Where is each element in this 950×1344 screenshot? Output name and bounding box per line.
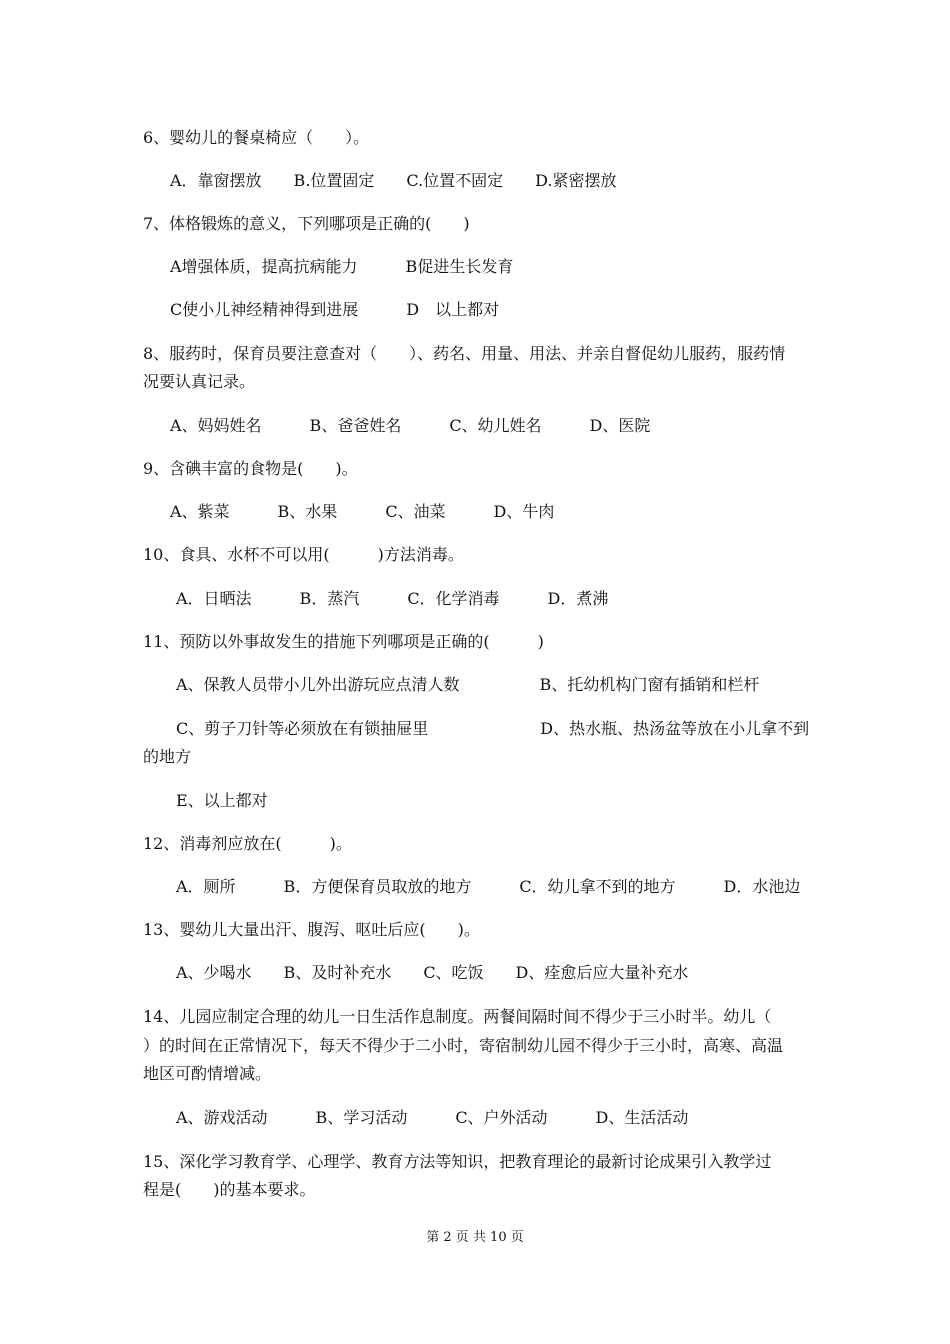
question-14-stem-line-3: 地区可酌情增减。 xyxy=(143,1064,272,1083)
question-14-options: A、游戏活动 B、学习活动 C、户外活动 D、生活活动 xyxy=(176,1108,689,1127)
question-15-stem-line-2: 程是( )的基本要求。 xyxy=(143,1180,316,1199)
question-12-options: A．厕所 B．方便保育员取放的地方 C．幼儿拿不到的地方 D．水池边 xyxy=(176,877,801,896)
question-12-stem: 12、消毒剂应放在( )。 xyxy=(143,834,352,853)
question-9-stem: 9、含碘丰富的食物是( )。 xyxy=(143,459,358,478)
question-9-options: A、紫菜 B、水果 C、油菜 D、牛肉 xyxy=(170,502,555,521)
question-13-options: A、少喝水 B、及时补充水 C、吃饭 D、痊愈后应大量补充水 xyxy=(176,963,689,982)
page-number-footer: 第 2 页 共 10 页 xyxy=(426,1230,524,1245)
question-14-stem-line-1: 14、儿园应制定合理的幼儿一日生活作息制度。两餐间隔时间不得少于三小时半。幼儿（ xyxy=(143,1007,772,1026)
question-8-stem-line-1: 8、服药时，保育员要注意查对（ ）、药名、用量、用法、并亲自督促幼儿服药，服药情 xyxy=(143,344,786,363)
question-7-stem: 7、体格锻炼的意义，下列哪项是正确的( ) xyxy=(143,214,470,233)
question-15-stem-line-1: 15、深化学习教育学、心理学、教育方法等知识，把教育理论的最新讨论成果引入教学过 xyxy=(143,1152,772,1171)
question-11-options-line-4: E、以上都对 xyxy=(176,791,268,810)
question-8-stem-line-2: 况要认真记录。 xyxy=(143,372,256,391)
question-11-options-line-3: 的地方 xyxy=(143,747,192,766)
question-13-stem: 13、婴幼儿大量出汗、腹泻、呕吐后应( )。 xyxy=(143,920,480,939)
question-7-options-line-2: C使小儿神经精神得到进展 D 以上都对 xyxy=(170,300,500,319)
question-7-options-line-1: A增强体质，提高抗病能力 B促进生长发育 xyxy=(170,257,514,276)
question-11-options-line-1: A、保教人员带小儿外出游玩应点清人数 B、托幼机构门窗有插销和栏杆 xyxy=(176,675,760,694)
question-10-options: A．日晒法 B．蒸汽 C．化学消毒 D．煮沸 xyxy=(176,589,609,608)
question-8-options: A、妈妈姓名 B、爸爸姓名 C、幼儿姓名 D、医院 xyxy=(170,416,651,435)
question-11-options-line-2: C、剪子刀针等必须放在有锁抽屉里 D、热水瓶、热汤盆等放在小儿拿不到 xyxy=(176,719,810,738)
question-6-options: A．靠窗摆放 B.位置固定 C.位置不固定 D.紧密摆放 xyxy=(170,171,617,190)
question-14-stem-line-2: ）的时间在正常情况下，每天不得少于二小时，寄宿制幼儿园不得少于三小时，高寒、高温 xyxy=(143,1036,784,1055)
question-10-stem: 10、食具、水杯不可以用( )方法消毒。 xyxy=(143,545,464,564)
question-6-stem: 6、婴幼儿的餐桌椅应（ ）。 xyxy=(143,128,370,147)
question-11-stem: 11、预防以外事故发生的措施下列哪项是正确的( ) xyxy=(143,632,544,651)
